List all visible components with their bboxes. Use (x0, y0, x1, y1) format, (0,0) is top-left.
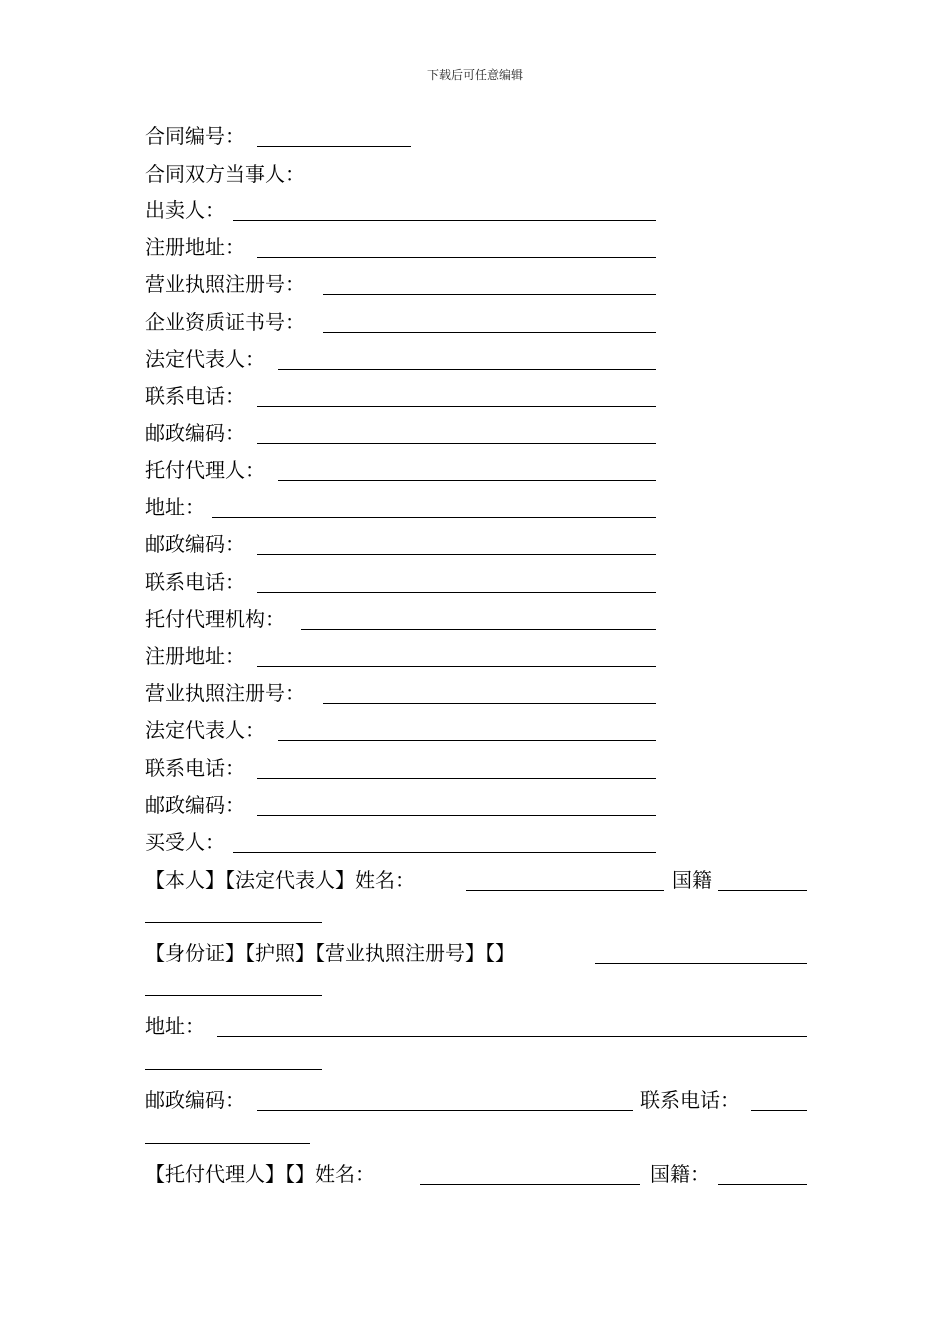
buyer-field[interactable] (233, 852, 656, 853)
seller-biz-license-field[interactable] (323, 294, 656, 295)
seller-qualification-label: 企业资质证书号： (145, 310, 305, 334)
buyer-person-label: 【本人】【法定代表人】姓名： (145, 868, 415, 892)
seller-reg-address-field[interactable] (257, 257, 656, 258)
seller-agent-phone-field[interactable] (257, 592, 656, 593)
agency-phone-field[interactable] (257, 778, 656, 779)
agency-reg-address-label: 注册地址： (145, 644, 245, 668)
buyer-agent-nationality-field[interactable] (718, 1184, 807, 1185)
buyer-nationality-field-cont[interactable] (145, 922, 322, 923)
buyer-nationality-field[interactable] (718, 890, 807, 891)
buyer-address-label: 地址： (145, 1014, 205, 1038)
buyer-agent-row (145, 1160, 807, 1188)
seller-agency-field[interactable] (301, 629, 656, 630)
seller-postcode-label: 邮政编码： (145, 421, 245, 445)
buyer-phone-field[interactable] (751, 1110, 807, 1111)
seller-phone-label: 联系电话： (145, 384, 245, 408)
buyer-address-row (145, 1012, 807, 1040)
buyer-name-field[interactable] (466, 890, 664, 891)
buyer-postcode-field[interactable] (257, 1110, 633, 1111)
buyer-nationality-label: 国籍 (672, 868, 712, 892)
agency-postcode-label: 邮政编码： (145, 793, 245, 817)
seller-label: 出卖人： (145, 198, 225, 222)
seller-legal-rep-field[interactable] (278, 369, 656, 370)
buyer-contact-row (145, 1086, 807, 1114)
seller-phone-field[interactable] (257, 406, 656, 407)
agency-biz-license-field[interactable] (323, 703, 656, 704)
seller-legal-rep-label: 法定代表人： (145, 347, 265, 371)
buyer-agent-label: 【托付代理人】【】姓名： (145, 1162, 375, 1186)
buyer-address-field-cont[interactable] (145, 1069, 322, 1070)
parties-heading: 合同双方当事人： (145, 162, 305, 186)
agency-reg-address-field[interactable] (257, 666, 656, 667)
buyer-id-field[interactable] (595, 963, 807, 964)
page-header: 下载后可任意编辑 (426, 68, 523, 82)
buyer-postcode-label: 邮政编码： (145, 1088, 245, 1112)
seller-agent-label: 托付代理人： (145, 458, 265, 482)
buyer-agent-name-field[interactable] (420, 1184, 640, 1185)
seller-qualification-field[interactable] (323, 332, 656, 333)
agency-legal-rep-label: 法定代表人： (145, 718, 265, 742)
contract-number-label: 合同编号： (145, 124, 245, 148)
agency-phone-label: 联系电话： (145, 756, 245, 780)
buyer-phone-label: 联系电话： (640, 1088, 740, 1112)
agency-postcode-field[interactable] (257, 815, 656, 816)
buyer-agent-nationality-label: 国籍： (650, 1162, 710, 1186)
buyer-id-row (145, 939, 807, 967)
seller-agent-field[interactable] (278, 480, 656, 481)
buyer-address-field[interactable] (217, 1036, 807, 1037)
buyer-id-field-cont[interactable] (145, 995, 322, 996)
seller-agent-phone-label: 联系电话： (145, 570, 245, 594)
buyer-id-label: 【身份证】【护照】【营业执照注册号】【】 (145, 941, 515, 965)
seller-agent-address-label: 地址： (145, 495, 205, 519)
seller-biz-license-label: 营业执照注册号： (145, 272, 305, 296)
seller-field[interactable] (233, 220, 656, 221)
buyer-label: 买受人： (145, 830, 225, 854)
seller-postcode-field[interactable] (257, 443, 656, 444)
seller-agent-postcode-label: 邮政编码： (145, 532, 245, 556)
seller-agent-address-field[interactable] (212, 517, 656, 518)
contract-number-field[interactable] (257, 146, 411, 147)
buyer-person-row (145, 866, 807, 894)
agency-biz-license-label: 营业执照注册号： (145, 681, 305, 705)
agency-legal-rep-field[interactable] (278, 740, 656, 741)
buyer-phone-field-cont[interactable] (145, 1143, 310, 1144)
seller-reg-address-label: 注册地址： (145, 235, 245, 259)
seller-agency-label: 托付代理机构： (145, 607, 285, 631)
seller-agent-postcode-field[interactable] (257, 554, 656, 555)
